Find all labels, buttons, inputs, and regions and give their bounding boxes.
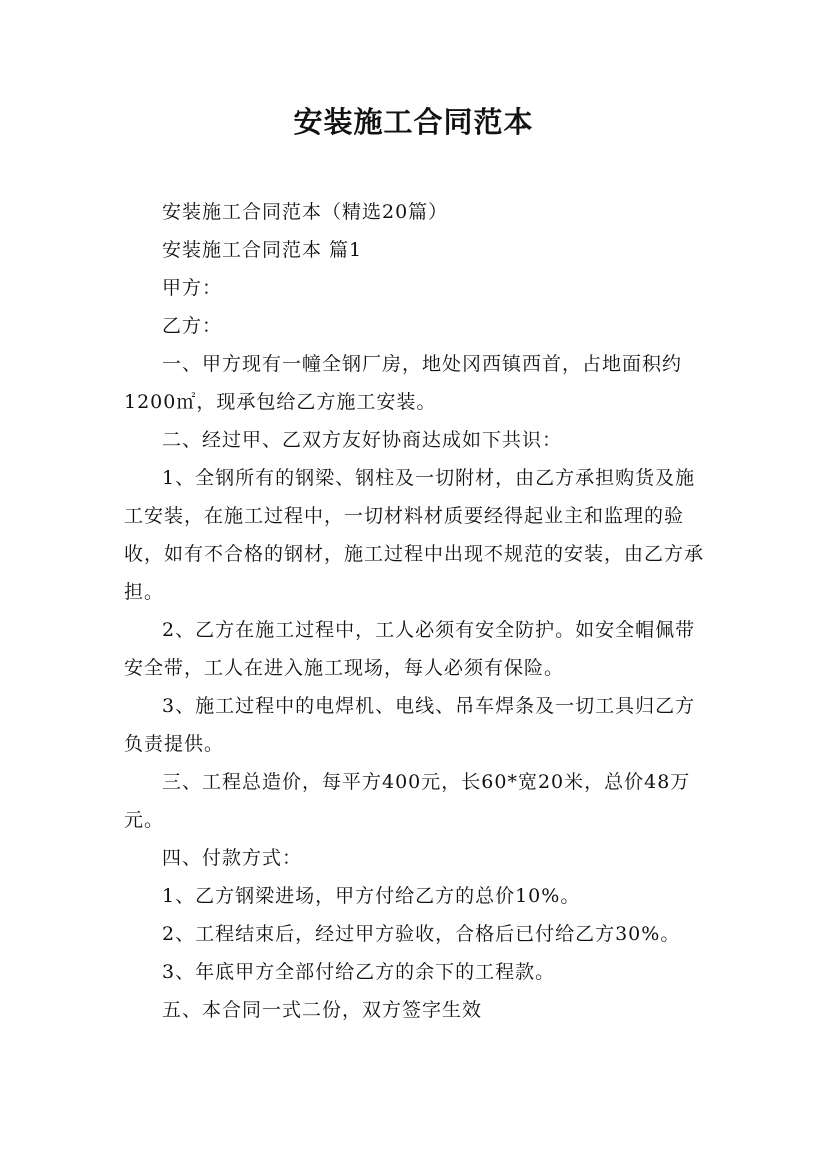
- document-title: 安装施工合同范本: [293, 105, 534, 139]
- paragraph-clause-3: 三、工程总造价，每平方400元，长60*宽20米，总价48万元。: [124, 771, 691, 831]
- paragraph-clause-2-item-2: 2、乙方在施工过程中，工人必须有安全防护。如安全帽佩带安全带，工人在进入施工现场，每人必须有保险。: [124, 619, 696, 679]
- paragraph-clause-4: 四、付款方式：: [162, 847, 303, 869]
- paragraph-section-heading: 安装施工合同范本 篇1: [162, 239, 363, 261]
- paragraph-party-a: 甲方：: [162, 277, 223, 299]
- paragraph-clause-2-item-3: 3、施工过程中的电焊机、电线、吊车焊条及一切工具归乙方负责提供。: [124, 695, 696, 755]
- paragraph-party-b: 乙方：: [162, 315, 223, 337]
- paragraph-collection-heading: 安装施工合同范本（精选20篇）: [162, 201, 449, 223]
- paragraph-clause-2: 二、经过甲、乙双方友好协商达成如下共识：: [162, 429, 563, 451]
- document-body: [124, 193, 714, 1029]
- paragraph-clause-1: 一、甲方现有一幢全钢厂房，地处冈西镇西首，占地面积约1200㎡，现承包给乙方施工安装。: [124, 353, 683, 413]
- paragraph-clause-2-item-1: 1、全钢所有的钢梁、钢柱及一切附材，由乙方承担购货及施工安装，在施工过程中，一切材料材质要经得起业主和监理的验收，如有不合格的钢材，施工过程中出现不规范的安装，由乙方承担。: [124, 467, 705, 603]
- paragraph-clause-4-item-2: 2、工程结束后，经过甲方验收，合格后已付给乙方30%。: [162, 923, 681, 945]
- paragraph-clause-5: 五、本合同一式二份，双方签字生效: [162, 999, 483, 1021]
- paragraph-clause-4-item-3: 3、年底甲方全部付给乙方的余下的工程款。: [162, 961, 556, 983]
- paragraph-clause-4-item-1: 1、乙方钢梁进场，甲方付给乙方的总价10%。: [162, 885, 581, 907]
